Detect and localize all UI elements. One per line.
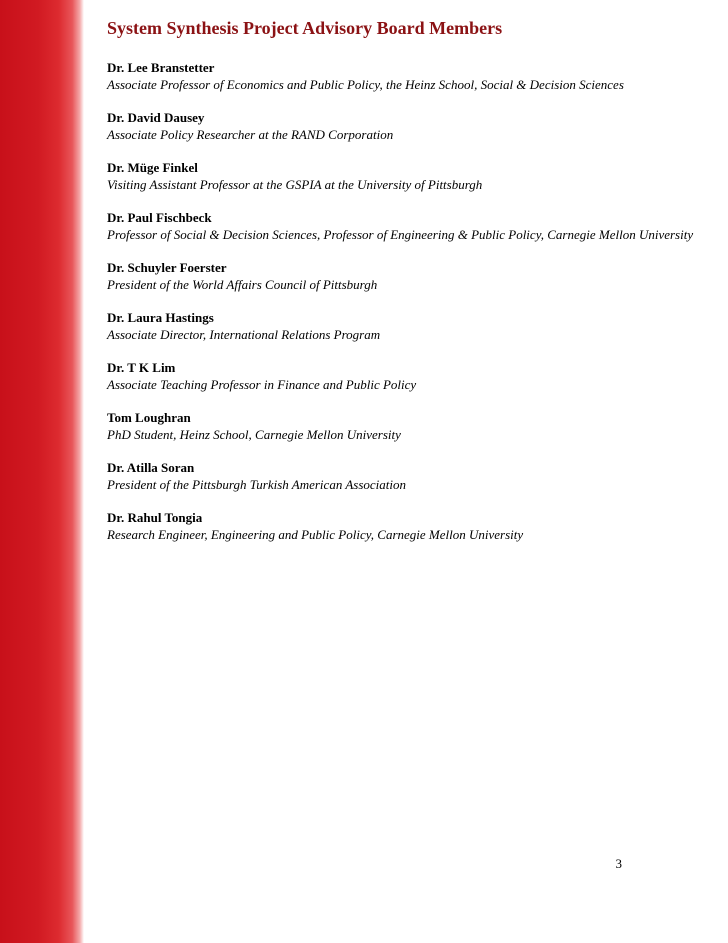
member-role: Professor of Social & Decision Sciences, Professor of Engineering & Public Policy, Carnegie Mellon University	[107, 226, 694, 242]
member-name: Dr. Rahul Tongia	[107, 509, 203, 525]
member-name: Dr. Lee Branstetter	[107, 59, 215, 75]
page-number: 3	[615, 856, 622, 871]
member-name: Dr. Müge Finkel	[107, 159, 198, 175]
member-entry	[107, 260, 697, 293]
member-role: President of the World Affairs Council of Pittsburgh	[107, 276, 378, 292]
member-role: Associate Teaching Professor in Finance and Public Policy	[107, 376, 417, 392]
member-role: Research Engineer, Engineering and Public Policy, Carnegie Mellon University	[107, 526, 524, 542]
member-entry	[107, 310, 697, 343]
member-entry	[107, 210, 697, 243]
member-name: Dr. Paul Fischbeck	[107, 209, 212, 225]
page-content	[107, 18, 697, 560]
member-name: Dr. David Dausey	[107, 109, 205, 125]
member-name: Dr. Atilla Soran	[107, 459, 195, 475]
member-entry	[107, 410, 697, 443]
member-name: Dr. T K Lim	[107, 359, 176, 375]
member-entry	[107, 360, 697, 393]
member-role: PhD Student, Heinz School, Carnegie Mellon University	[107, 426, 401, 442]
member-role: Associate Director, International Relations Program	[107, 326, 381, 342]
member-name: Dr. Schuyler Foerster	[107, 259, 227, 275]
member-role: Associate Professor of Economics and Public Policy, the Heinz School, Social & Decision Sciences	[107, 76, 624, 92]
member-role: Associate Policy Researcher at the RAND Corporation	[107, 126, 394, 142]
member-entry	[107, 510, 697, 543]
page-title: System Synthesis Project Advisory Board Members	[107, 18, 503, 38]
red-side-bar	[0, 0, 84, 943]
member-entry	[107, 460, 697, 493]
member-name: Dr. Laura Hastings	[107, 309, 214, 325]
member-role: President of the Pittsburgh Turkish American Association	[107, 476, 406, 492]
member-entry	[107, 110, 697, 143]
member-name: Tom Loughran	[107, 409, 191, 425]
member-entry	[107, 60, 697, 93]
member-role: Visiting Assistant Professor at the GSPIA at the University of Pittsburgh	[107, 176, 483, 192]
member-entry	[107, 160, 697, 193]
